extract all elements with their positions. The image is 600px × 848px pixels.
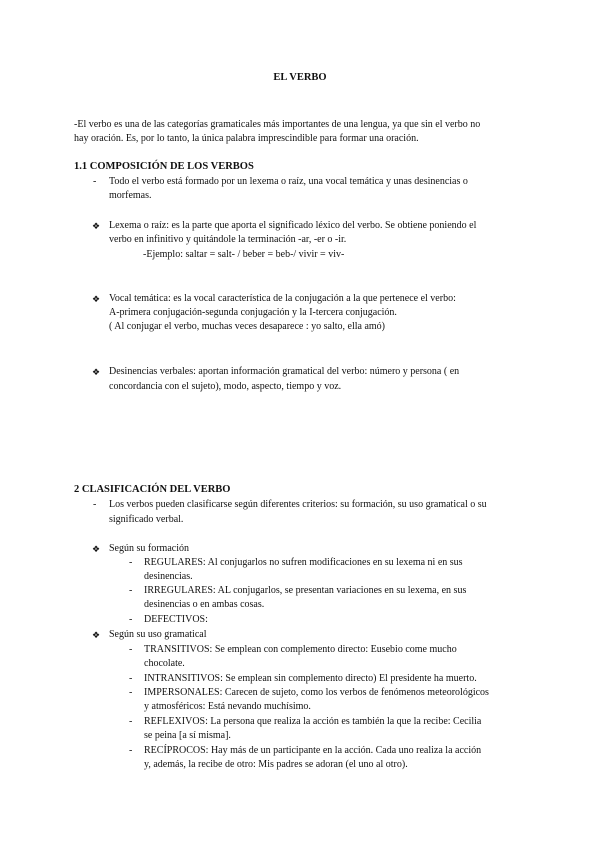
regulares-line-2: desinencias. bbox=[144, 571, 193, 582]
section-1-heading: 1.1 COMPOSICIÓN DE LOS VERBOS bbox=[74, 161, 254, 172]
section-2-bullet-line-1: Los verbos pueden clasificarse según diferentes criterios: su formación, su uso gramatical o su bbox=[109, 499, 487, 510]
document-title: EL VERBO bbox=[273, 72, 327, 83]
reflexivos-line-2: se peina [a sí misma]. bbox=[144, 730, 231, 741]
section-2-bullet-line-2: significado verbal. bbox=[109, 514, 184, 525]
impersonales-line-2: y atmosféricos: Está nevando muchísimo. bbox=[144, 701, 311, 712]
bullet-dash: - bbox=[93, 176, 97, 187]
intro-line-1: -El verbo es una de las categorías gramaticales más importantes de una lengua, ya que sin el verbo no bbox=[74, 119, 481, 130]
reciprocos-line-1: RECÍPROCOS: Hay más de un participante en la acción. Cada uno realiza la acción bbox=[144, 745, 482, 756]
impersonales-line-1: IMPERSONALES: Carecen de sujeto, como los verbos de fenómenos meteorológicos bbox=[144, 687, 489, 698]
diamond-bullet-icon: ❖ bbox=[92, 294, 101, 304]
desinencias-line-1: Desinencias verbales: aportan información gramatical del verbo: número y persona ( en bbox=[109, 366, 460, 377]
intransitivos-line-1: INTRANSITIVOS: Se emplean sin complemento directo) El presidente ha muerto. bbox=[144, 673, 477, 684]
bullet-dash: - bbox=[129, 614, 133, 625]
lexema-line-1: Lexema o raíz: es la parte que aporta el significado léxico del verbo. Se obtiene poniendo el bbox=[109, 220, 477, 231]
bullet-dash: - bbox=[129, 687, 133, 698]
group-uso-label: Según su uso gramatical bbox=[109, 629, 207, 640]
section-1-bullet-line-1: Todo el verbo está formado por un lexema o raíz, una vocal temática y unas desinencias o bbox=[109, 176, 468, 187]
diamond-bullet-icon: ❖ bbox=[92, 544, 101, 554]
diamond-bullet-icon: ❖ bbox=[92, 221, 101, 231]
diamond-bullet-icon: ❖ bbox=[92, 630, 101, 640]
bullet-dash: - bbox=[129, 716, 133, 727]
diamond-bullet-icon: ❖ bbox=[92, 367, 101, 377]
bullet-dash: - bbox=[129, 745, 133, 756]
group-formacion-label: Según su formación bbox=[109, 543, 189, 554]
section-2-heading: 2 CLASIFICACIÓN DEL VERBO bbox=[74, 484, 231, 495]
irregulares-line-2: desinencias o en ambas cosas. bbox=[144, 599, 265, 610]
irregulares-line-1: IRREGULARES: AL conjugarlos, se presentan variaciones en su lexema, en sus bbox=[144, 585, 467, 596]
bullet-dash: - bbox=[93, 499, 97, 510]
transitivos-line-2: chocolate. bbox=[144, 658, 185, 669]
lexema-example: -Ejemplo: saltar = salt- / beber = beb-/ vivir = viv- bbox=[143, 249, 345, 260]
bullet-dash: - bbox=[129, 557, 133, 568]
lexema-line-2: verbo en infinitivo y quitándole la terminación -ar, -er o -ir. bbox=[109, 234, 347, 245]
regulares-line-1: REGULARES: Al conjugarlos no sufren modificaciones en su lexema ni en sus bbox=[144, 557, 463, 568]
bullet-dash: - bbox=[129, 644, 133, 655]
reciprocos-line-2: y, además, la recibe de otro: Mis padres se adoran (el uno al otro). bbox=[144, 759, 408, 770]
intro-line-2: hay oración. Es, por lo tanto, la única palabra imprescindible para formar una oración. bbox=[74, 133, 419, 144]
bullet-dash: - bbox=[129, 673, 133, 684]
reflexivos-line-1: REFLEXIVOS: La persona que realiza la acción es también la que la recibe: Cecilia bbox=[144, 716, 482, 727]
transitivos-line-1: TRANSITIVOS: Se emplean con complemento directo: Eusebio come mucho bbox=[144, 644, 457, 655]
desinencias-line-2: concordancia con el sujeto), modo, aspecto, tiempo y voz. bbox=[109, 381, 342, 392]
vocal-line-2: A-primera conjugación-segunda conjugación y la I-tercera conjugación. bbox=[109, 307, 397, 318]
vocal-line-3: ( Al conjugar el verbo, muchas veces desaparece : yo salto, ella amó) bbox=[109, 321, 386, 332]
bullet-dash: - bbox=[129, 585, 133, 596]
defectivos-line-1: DEFECTIVOS: bbox=[144, 614, 208, 625]
vocal-line-1: Vocal temática: es la vocal característica de la conjugación a la que pertenece el verbo: bbox=[109, 293, 456, 304]
section-1-bullet-line-2: morfemas. bbox=[109, 190, 152, 201]
